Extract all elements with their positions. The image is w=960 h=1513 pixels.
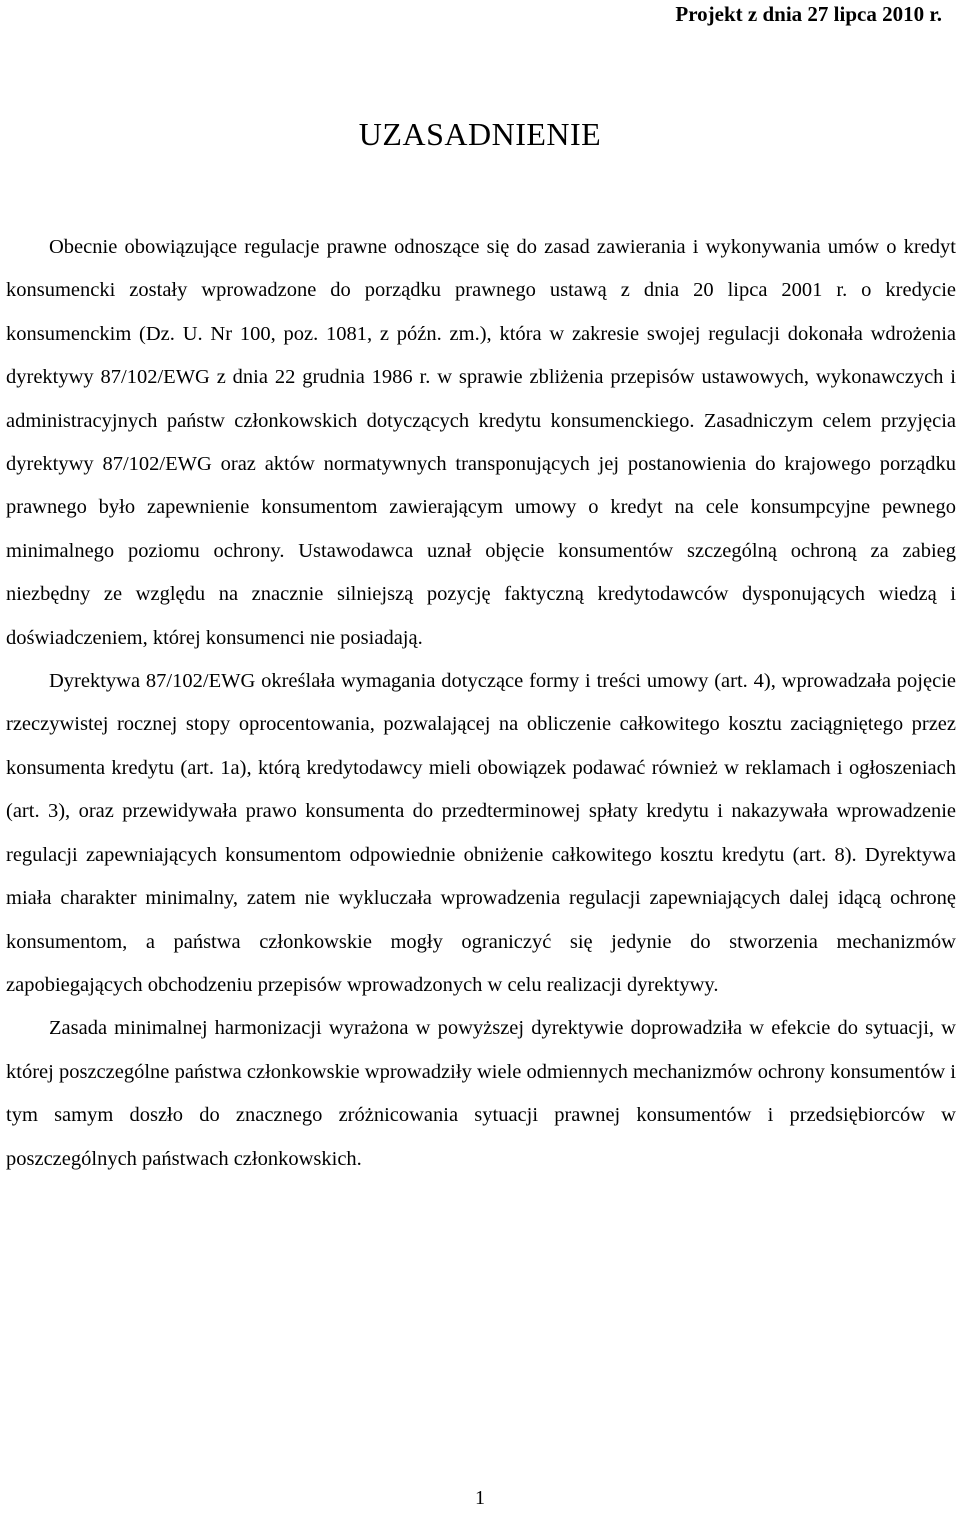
document-body	[6, 226, 956, 1181]
paragraph: Obecnie obowiązujące regulacje prawne odnoszące się do zasad zawierania i wykonywania umów o kredyt konsumencki zostały wprowadzone do porządku prawnego ustawą z dnia 20 lipca 2001 r. o kredycie konsumenckim (Dz. U. Nr 100, poz. 1081, z późn. zm.), która w zakresie swojej regulacji dokonała wdrożenia dyrektywy 87/102/EWG z dnia 22 grudnia 1986 r. w sprawie zbliżenia przepisów ustawowych, wykonawczych i administracyjnych państw członkowskich dotyczących kredytu konsumenckiego. Zasadniczym celem przyjęcia dyrektywy 87/102/EWG oraz aktów normatywnych transponujących jej postanowienia do krajowego porządku prawnego było zapewnienie konsumentom zawierającym umowy o kredyt na cele konsumpcyjne pewnego minimalnego poziomu ochrony. Ustawodawca uznał objęcie konsumentów szczególną ochroną za zabieg niezbędny ze względu na znacznie silniejszą pozycję faktyczną kredytodawców dysponujących wiedzą i doświadczeniem, której konsumenci nie posiadają.	[6, 236, 956, 649]
project-date-header: Projekt z dnia 27 lipca 2010 r.	[675, 2, 942, 26]
paragraph: Dyrektywa 87/102/EWG określała wymagania dotyczące formy i treści umowy (art. 4), wprowadzała pojęcie rzeczywistej rocznej stopy oprocentowania, pozwalającej na obliczenie całkowitego kosztu zaciągniętego przez konsumenta kredytu (art. 1a), którą kredytodawcy mieli obowiązek podawać również w reklamach i ogłoszeniach (art. 3), oraz przewidywała prawo konsumenta do przedterminowej spłaty kredytu i nakazywała wprowadzenie regulacji zapewniających konsumentom odpowiednie obniżenie całkowitego kosztu kredytu (art. 8). Dyrektywa miała charakter minimalny, zatem nie wykluczała wprowadzenia regulacji zapewniających dalej idącą ochronę konsumentom, a państwa członkowskie mogły ograniczyć się jedynie do stworzenia mechanizmów zapobiegających obchodzeniu przepisów wprowadzonych w celu realizacji dyrektywy.	[6, 670, 956, 996]
page-number: 1	[475, 1487, 485, 1509]
document-title: UZASADNIENIE	[358, 116, 602, 152]
paragraph: Zasada minimalnej harmonizacji wyrażona w powyższej dyrektywie doprowadziła w efekcie do sytuacji, w której poszczególne państwa członkowskie wprowadziły wiele odmiennych mechanizmów ochrony konsumentów i tym samym doszło do znacznego zróżnicowania sytuacji prawnej konsumentów i przedsiębiorców w poszczególnych państwach członkowskich.	[6, 1017, 956, 1170]
